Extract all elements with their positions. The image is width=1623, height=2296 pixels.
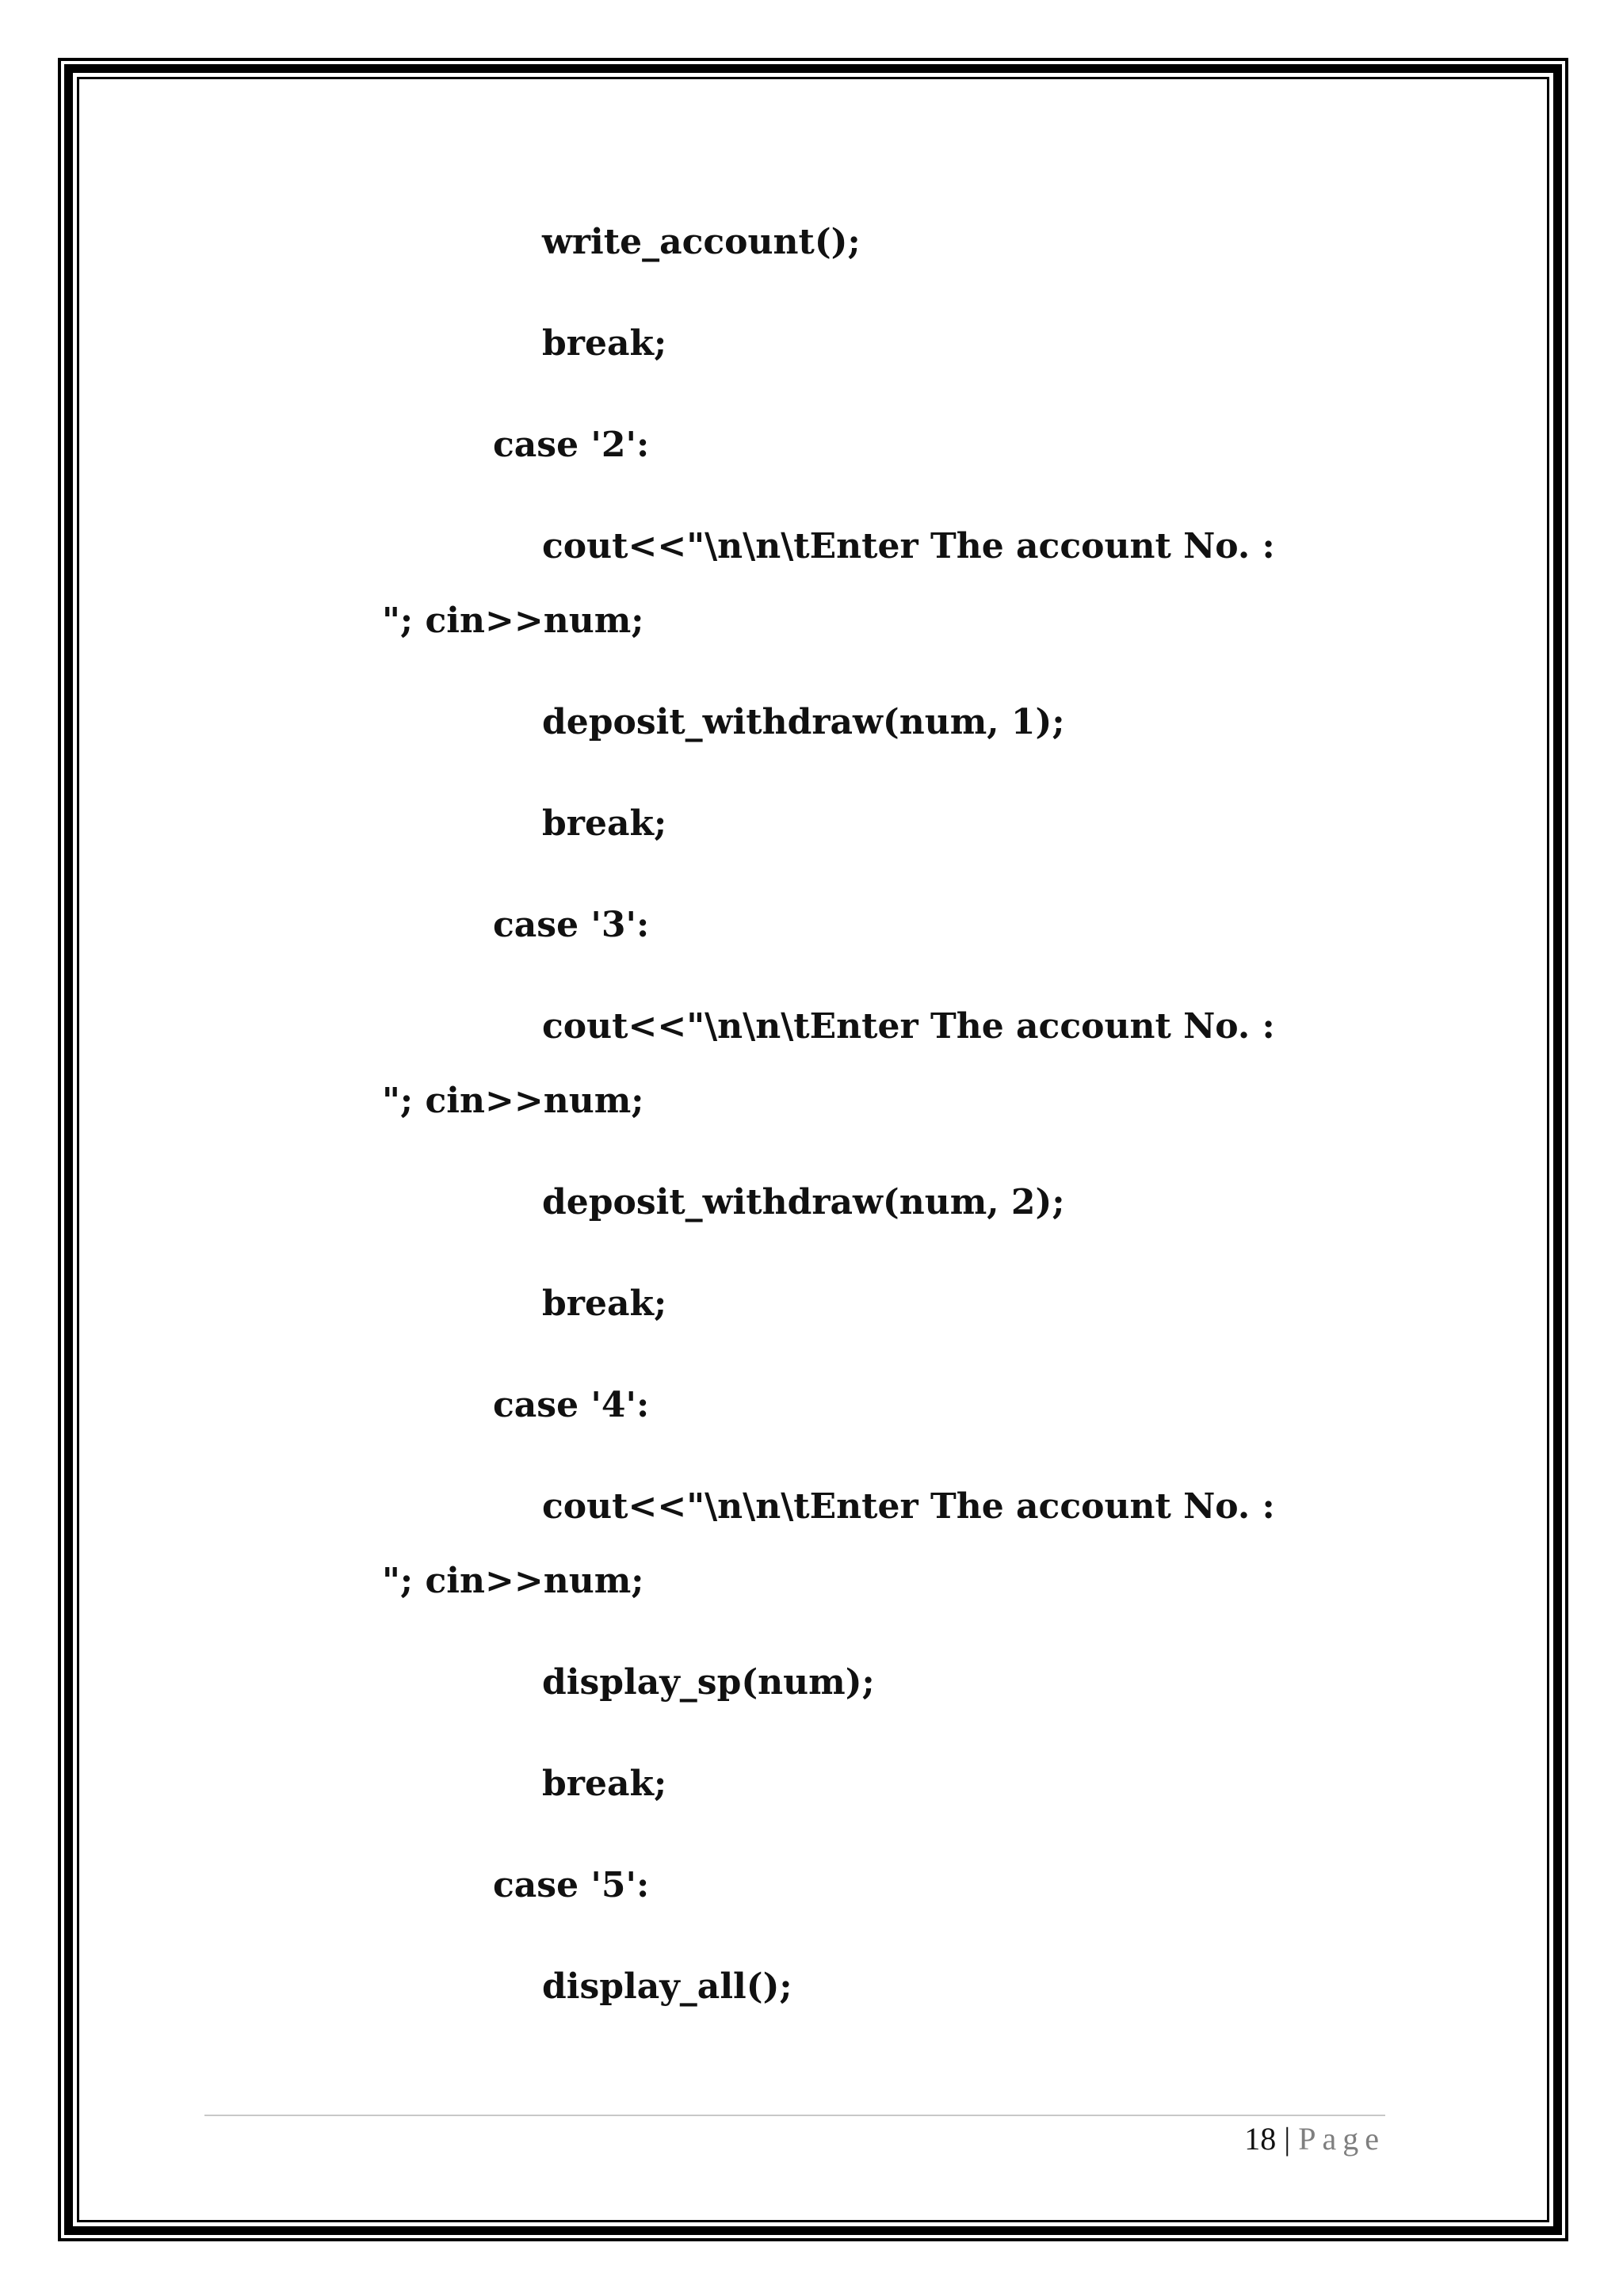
code-line: case '3': bbox=[493, 905, 650, 945]
code-line: cout<<"\n\n\tEnter The account No. : bbox=[542, 1006, 1275, 1047]
page-border-inner bbox=[77, 77, 1549, 2222]
page-number: 18 bbox=[1244, 2121, 1277, 2157]
code-line: "; cin>>num; bbox=[382, 1561, 644, 1601]
code-line: deposit_withdraw(num, 2); bbox=[542, 1182, 1065, 1222]
page-footer bbox=[1189, 2117, 1385, 2161]
code-line: break; bbox=[542, 1764, 667, 1804]
code-line: "; cin>>num; bbox=[382, 1081, 644, 1121]
code-line: display_all(); bbox=[542, 1966, 792, 2007]
code-line: cout<<"\n\n\tEnter The account No. : bbox=[542, 1486, 1275, 1527]
page-separator: | bbox=[1276, 2121, 1299, 2157]
code-line: break; bbox=[542, 803, 667, 844]
code-line: display_sp(num); bbox=[542, 1662, 875, 1703]
code-line: case '5': bbox=[493, 1865, 650, 1905]
code-line: "; cin>>num; bbox=[382, 601, 644, 641]
code-line: case '4': bbox=[493, 1385, 650, 1425]
code-line: deposit_withdraw(num, 1); bbox=[542, 702, 1065, 742]
footer-divider bbox=[204, 2115, 1385, 2116]
code-line: write_account(); bbox=[542, 222, 861, 262]
code-line: break; bbox=[542, 1283, 667, 1324]
page-label: Page bbox=[1298, 2121, 1385, 2157]
code-line: break; bbox=[542, 323, 667, 364]
code-line: case '2': bbox=[493, 425, 650, 465]
code-line: cout<<"\n\n\tEnter The account No. : bbox=[542, 526, 1275, 566]
